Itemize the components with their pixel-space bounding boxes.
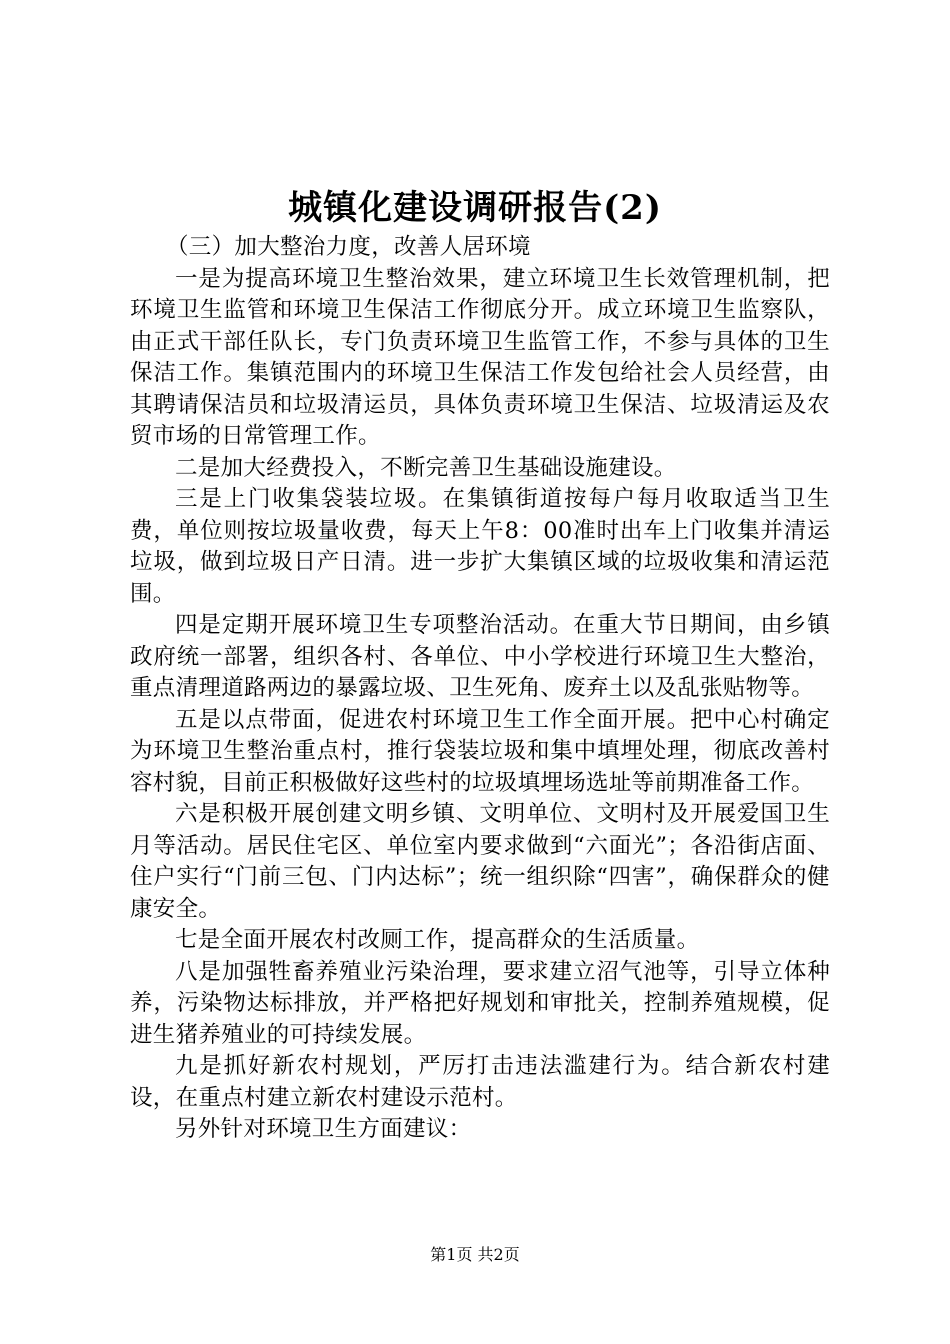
paragraph: 一是为提高环境卫生整治效果，建立环境卫生长效管理机制，把环境卫生监管和环境卫生保洁工作彻底分开。成立环境卫生监察队，由正式干部任队长，专门负责环境卫生监管工作，不参与具体的卫生保洁工作。集镇范围内的环境卫生保洁工作发包给社会人员经营，由其聘请保洁员和垃圾清运员，具体负责环境卫生保洁、垃圾清运及农贸市场的日常管理工作。 (130, 265, 830, 449)
paragraph: 六是积极开展创建文明乡镇、文明单位、文明村及开展爱国卫生月等活动。居民住宅区、单位室内要求做到“六面光”；各沿街店面、住户实行“门前三包、门内达标”；统一组织除“四害”，确保群众的健康安全。 (130, 801, 830, 922)
paragraph: 八是加强牲畜养殖业污染治理，要求建立沼气池等，引导立体种养，污染物达标排放，并严格把好规划和审批关，控制养殖规模，促进生猪养殖业的可持续发展。 (130, 958, 830, 1048)
paragraph: 七是全面开展农村改厕工作，提高群众的生活质量。 (175, 927, 700, 953)
page-footer: 第1页 共2页 (430, 1245, 520, 1264)
paragraph: 另外针对环境卫生方面建议： (175, 1116, 472, 1142)
document-body (130, 232, 830, 1146)
document-title: 城镇化建设调研报告(2) (288, 188, 662, 228)
paragraph: 五是以点带面，促进农村环境卫生工作全面开展。把中心村确定为环境卫生整治重点村，推行袋装垃圾和集中填埋处理，彻底改善村容村貌，目前正积极做好这些村的垃圾填埋场选址等前期准备工作。 (130, 706, 830, 796)
paragraph: 三是上门收集袋装垃圾。在集镇街道按每户每月收取适当卫生费，单位则按垃圾量收费，每天上午8：00准时出车上门收集并清运垃圾，做到垃圾日产日清。进一步扩大集镇区域的垃圾收集和清运范围。 (130, 486, 830, 607)
paragraph: 九是抓好新农村规划，严厉打击违法滥建行为。结合新农村建设，在重点村建立新农村建设示范村。 (130, 1053, 830, 1111)
section-heading: （三）加大整治力度，改善人居环境 (166, 234, 531, 260)
paragraph: 四是定期开展环境卫生专项整治活动。在重大节日期间，由乡镇政府统一部署，组织各村、各单位、中小学校进行环境卫生大整治，重点清理道路两边的暴露垃圾、卫生死角、废弃土以及乱张贴物等。 (130, 612, 830, 701)
paragraph: 二是加大经费投入，不断完善卫生基础设施建设。 (175, 454, 677, 481)
